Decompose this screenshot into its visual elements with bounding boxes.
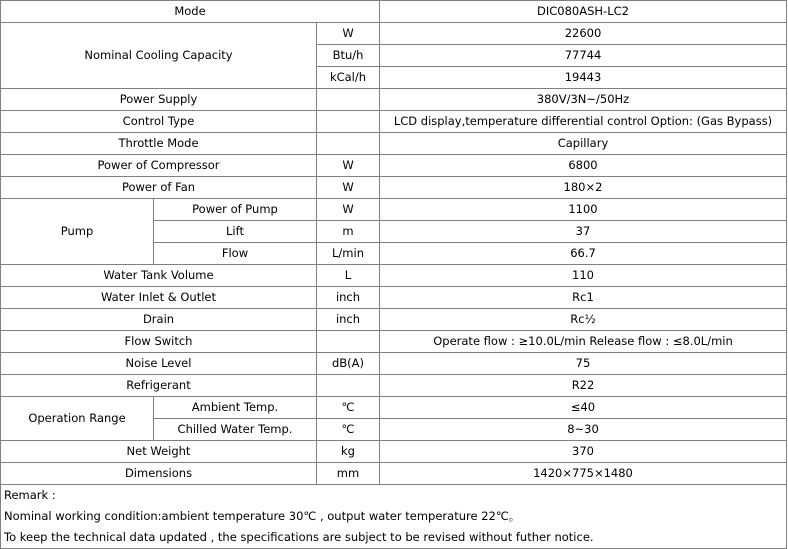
table-row [1,287,787,309]
value-cell: ≤40 [380,397,787,419]
unit-cell: inch [317,309,380,331]
unit-cell: L/min [317,243,380,265]
table-row [1,199,787,221]
row-label: Net Weight [1,441,317,463]
unit-cell: ℃ [317,397,380,419]
table-row [1,155,787,177]
row-label: Refrigerant [1,375,317,397]
remark-line: To keep the technical data updated , the specifications are subject to be revised without futher notice. [1,527,787,549]
unit-cell: dB(A) [317,353,380,375]
value-cell: 75 [380,353,787,375]
unit-cell: L [317,265,380,287]
unit-cell: ℃ [317,419,380,441]
table-row [1,111,787,133]
unit-cell: m [317,221,380,243]
row-label: Noise Level [1,353,317,375]
unit-cell: W [317,199,380,221]
pump-group-label: Pump [1,199,154,265]
row-label: Drain [1,309,317,331]
value-cell: Capillary [380,133,787,155]
value-cell: Rc½ [380,309,787,331]
table-row [1,265,787,287]
remark-row [1,527,787,549]
table-row [1,441,787,463]
remark-row [1,485,787,507]
unit-cell: W [317,155,380,177]
row-label: Power Supply [1,89,317,111]
remark-row [1,506,787,527]
value-cell: 77744 [380,45,787,67]
unit-cell [317,111,380,133]
row-sublabel: Lift [154,221,317,243]
value-cell: R22 [380,375,787,397]
table-row [1,23,787,45]
unit-cell: mm [317,463,380,485]
remark-line: Nominal working condition:ambient temperature 30℃ , output water temperature 22℃。 [1,506,787,527]
value-cell: LCD display,temperature differential control Option: (Gas Bypass) [380,111,787,133]
value-cell: 1420×775×1480 [380,463,787,485]
value-cell: 370 [380,441,787,463]
value-cell: 180×2 [380,177,787,199]
value-cell: 6800 [380,155,787,177]
value-cell: 66.7 [380,243,787,265]
value-cell: 8~30 [380,419,787,441]
table-row [1,309,787,331]
unit-cell: W [317,177,380,199]
unit-cell: kCal/h [317,67,380,89]
unit-cell: inch [317,287,380,309]
table-row [1,89,787,111]
unit-cell [317,375,380,397]
table-row [1,463,787,485]
row-label: Water Tank Volume [1,265,317,287]
row-sublabel: Chilled Water Temp. [154,419,317,441]
table-row [1,375,787,397]
value-cell: 110 [380,265,787,287]
row-label: Power of Compressor [1,155,317,177]
value-cell: 19443 [380,67,787,89]
unit-cell [317,89,380,111]
unit-cell [317,331,380,353]
cooling-capacity-label: Nominal Cooling Capacity [1,23,317,89]
unit-cell: W [317,23,380,45]
table-row [1,133,787,155]
row-sublabel: Ambient Temp. [154,397,317,419]
table-row [1,1,787,23]
unit-cell: kg [317,441,380,463]
mode-value: DIC080ASH-LC2 [380,1,787,23]
mode-label: Mode [1,1,380,23]
table-row [1,177,787,199]
row-label: Water Inlet & Outlet [1,287,317,309]
remark-heading: Remark : [1,485,787,507]
value-cell: Operate flow : ≥10.0L/min Release flow : ≤8.0L/min [380,331,787,353]
table-row [1,397,787,419]
unit-cell: Btu/h [317,45,380,67]
value-cell: 1100 [380,199,787,221]
value-cell: 37 [380,221,787,243]
row-label: Dimensions [1,463,317,485]
table-row [1,331,787,353]
row-label: Throttle Mode [1,133,317,155]
value-cell: Rc1 [380,287,787,309]
value-cell: 380V/3N~/50Hz [380,89,787,111]
row-label: Control Type [1,111,317,133]
table-row [1,353,787,375]
value-cell: 22600 [380,23,787,45]
row-label: Flow Switch [1,331,317,353]
operation-range-label: Operation Range [1,397,154,441]
unit-cell [317,133,380,155]
row-sublabel: Flow [154,243,317,265]
row-label: Power of Fan [1,177,317,199]
row-sublabel: Power of Pump [154,199,317,221]
